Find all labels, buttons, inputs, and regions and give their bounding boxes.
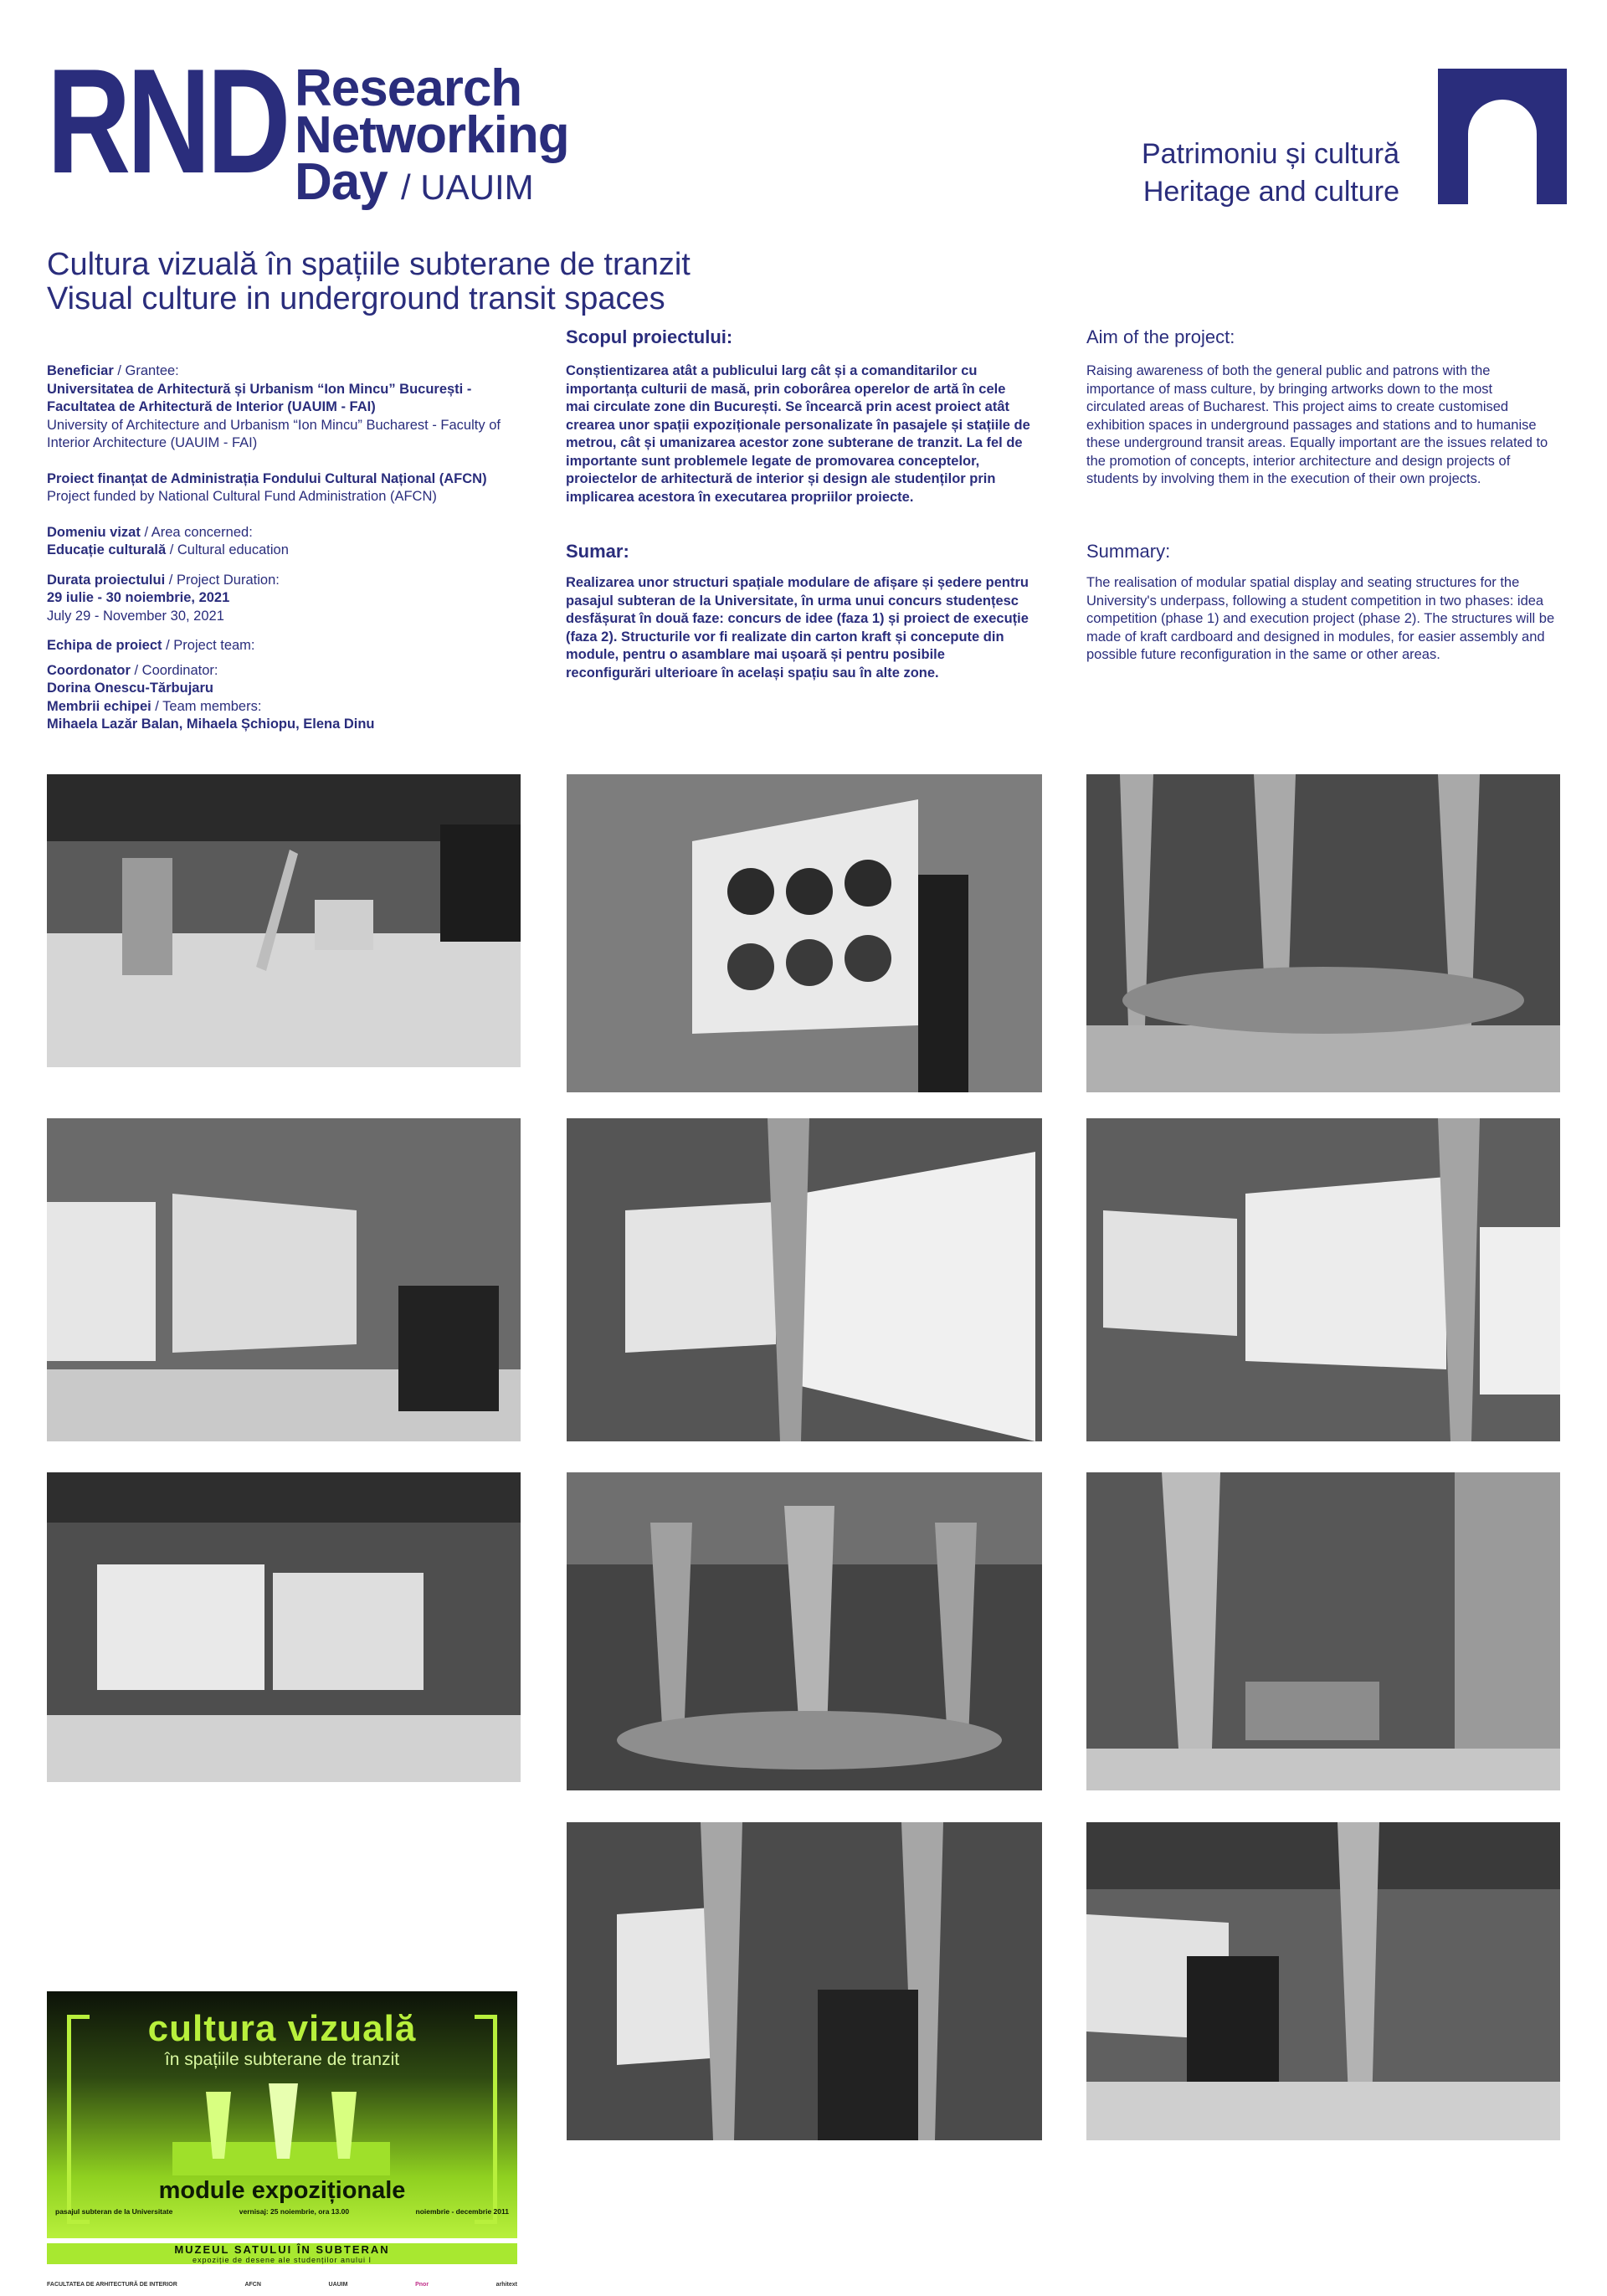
duration-ro: 29 iulie - 30 noiembrie, 2021 (47, 590, 230, 605)
summary-heading-en: Summary: (1086, 541, 1171, 562)
grantee-ro: Universitatea de Arhitectură și Urbanism “Ion Mincu” București - Facultatea de Arhitectură de Interior (UAUIM - FAI) (47, 381, 472, 414)
category-ro: Patrimoniu și cultură (1141, 138, 1399, 170)
scope-text-en: Raising awareness of both the general public and patrons with the importance of mass culture, by bringing artworks down to the most circulated areas of Bucharest. This project aims to create customised exhibition spaces in underground passages and stations and to humanise these underground transit areas. Equally important are the issues related to the promotion of concepts, interior architecture and design projects of students by involving them in the execution of their own projects. (1086, 363, 1548, 486)
rnd-logo: RND (47, 38, 287, 204)
exhibit-photo-3 (1086, 774, 1560, 1092)
poster-tree-illustration (172, 2083, 390, 2175)
scope-text-ro: Conștientizarea atât a publicului larg cât și a comanditarilor cu importanța culturii de masă, prin coborârea operelor de artă în cele mai circulate zone din București. Se încearcă prin acest proiect atât crearea unor spații expoziționale personalizate în pasajele și stațiile de metrou, cât și umanizarea acestor zone subterane de tranzit. La fel de importante sunt problemele legate de promovarea conceptelor, proiectelor de arhitectură de interior și design ale studenților prin implicarea acestora în executarea propriilor proiecte. (566, 363, 1030, 505)
wordmark-uauim: / UAUIM (400, 167, 534, 207)
exhibit-photo-10 (567, 1822, 1042, 2140)
project-details (47, 362, 520, 734)
poster-subtitle: în spațiile subterane de tranzit (164, 2050, 400, 2069)
sponsor-uauim: UAUIM (328, 2281, 348, 2288)
sponsor-fai: FACULTATEA DE ARHITECTURĂ DE INTERIOR (47, 2281, 177, 2288)
exhibition-poster (47, 1991, 517, 2238)
funding-en: Project funded by National Cultural Fund Administration (AFCN) (47, 489, 437, 504)
summary-heading-ro: Sumar: (566, 541, 629, 562)
scope-heading-ro: Scopul proiectului: (566, 326, 733, 347)
members-names: Mihaela Lazăr Balan, Mihaela Șchiopu, Elena Dinu (47, 717, 375, 732)
poster-info-location: pasajul subteran de la Universitate (55, 2207, 173, 2216)
coordinator-heading: Coordonator / Coordinator: (47, 662, 218, 678)
wordmark-day: Day (295, 153, 388, 211)
coordinator-name: Dorina Onescu-Tărbujaru (47, 681, 213, 696)
duration-heading: Durata proiectului / Project Duration: (47, 572, 280, 588)
exhibit-photo-11 (1086, 1822, 1560, 2140)
summary-text-en: The realisation of modular spatial display and seating structures for the University's underpass, following a student competition in two phases: idea competition (phase 1) and execution project (phase 2). The structures will be made of kraft cardboard and designed in modules, for easier assembly and possible future reconfiguration in the same or other areas. (1086, 575, 1555, 662)
rnd-wordmark (295, 59, 569, 211)
exhibit-photo-8 (567, 1472, 1042, 1790)
project-title-ro: Cultura vizuală în spațiile subterane de tranzit (47, 247, 691, 282)
exhibit-photo-5 (567, 1118, 1042, 1441)
category-en: Heritage and culture (1142, 176, 1399, 208)
poster-modules: module expoziționale (158, 2177, 406, 2204)
domain-heading: Domeniu vizat / Area concerned: (47, 524, 253, 540)
funding-ro: Proiect finanțat de Administrația Fondului Cultural Național (AFCN) (47, 470, 487, 486)
duration-en: July 29 - November 30, 2021 (47, 608, 224, 624)
poster-title: cultura vizuală (147, 2008, 417, 2049)
scope-heading-en: Aim of the project: (1086, 326, 1235, 347)
museum-subtitle: expoziție de desene ale studenților anului I (192, 2256, 372, 2264)
wordmark-research: Research (295, 59, 522, 117)
exhibit-photo-1 (47, 774, 521, 1067)
poster-info-opening: vernisaj: 25 noiembrie, ora 13.00 (239, 2207, 350, 2216)
project-title-en: Visual culture in underground transit spaces (47, 281, 665, 316)
domain-value: Educație culturală / Cultural education (47, 542, 289, 557)
museum-banner (47, 2243, 517, 2264)
exhibit-photo-6 (1086, 1118, 1560, 1441)
sponsor-pnor: Pnor (415, 2281, 429, 2288)
wordmark-networking: Networking (295, 106, 569, 164)
exhibit-photo-9 (1086, 1472, 1560, 1790)
exhibit-photo-7 (47, 1472, 521, 1782)
grantee-en: University of Architecture and Urbanism “Ion Mincu” Bucharest - Faculty of Interior Architecture (UAUIM - FAI) (47, 417, 501, 450)
poster-info (55, 2207, 509, 2216)
members-heading: Membrii echipei / Team members: (47, 698, 262, 714)
sponsor-logos (47, 2275, 517, 2293)
sponsor-arhitext: arhitext (495, 2281, 517, 2288)
exhibit-photo-4 (47, 1118, 521, 1441)
exhibit-photo-2 (567, 774, 1042, 1092)
sponsor-afcn: AFCN (244, 2281, 261, 2288)
poster-info-period: noiembrie - decembrie 2011 (415, 2207, 509, 2216)
museum-title: MUZEUL SATULUI ÎN SUBTERAN (174, 2243, 390, 2256)
summary-text-ro: Realizarea unor structuri spațiale modulare de afișare și ședere pentru pasajul subteran de la Universitate, în urma unui concurs studențesc desfășurat în două faze: concurs de idee (faza 1) și proiect de execuție (faza 2). Structurile vor fi realizate din carton kraft și concepute din module, pentru o asamblare mai ușoară și pentru posibile reconfigurări ulterioare în același spațiu sau în alte zone. (566, 575, 1029, 681)
wordmark-day-line (295, 153, 569, 211)
heritage-arch-icon (1438, 69, 1567, 204)
team-heading: Echipa de proiect / Project team: (47, 638, 255, 653)
grantee-heading: Beneficiar / Grantee: (47, 363, 179, 378)
